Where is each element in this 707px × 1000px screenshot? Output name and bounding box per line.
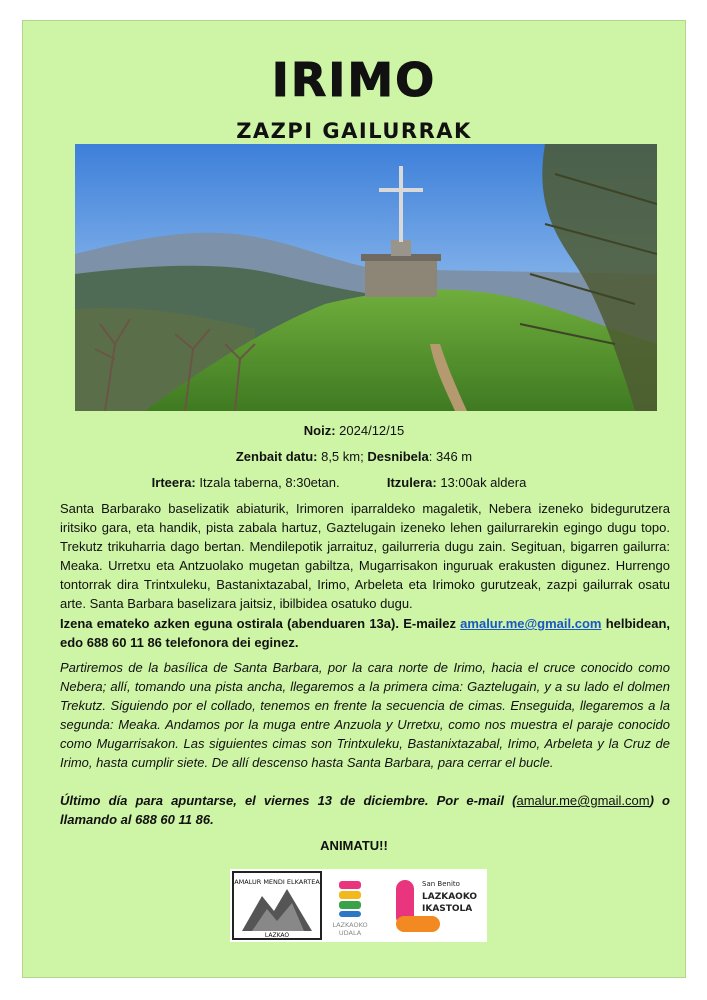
mountain-photo: [75, 144, 657, 411]
date-line: [23, 423, 685, 438]
schedule-line: [0, 475, 685, 490]
basque-email-link[interactable]: amalur.me@gmail.com: [460, 616, 602, 631]
when-label: Noiz:: [303, 423, 336, 438]
return-label: Itzulera:: [386, 475, 437, 490]
spanish-email[interactable]: amalur.me@gmail.com: [516, 793, 650, 808]
data-value: 8,5 km;: [321, 449, 364, 464]
basque-signup-before: Izena emateko azken eguna ostirala (abenduaren 13a). E-mailez: [60, 616, 461, 631]
depart-value: Itzala taberna, 8:30etan.: [199, 475, 340, 490]
poster: [22, 20, 686, 978]
elevation-label: Desnibela: [367, 449, 429, 464]
page-title: IRIMO: [271, 53, 437, 107]
club-logo: [232, 871, 322, 940]
udala-line1: LAZKAOKO: [332, 921, 368, 929]
depart-label: Irteera:: [151, 475, 196, 490]
club-name: AMALUR MENDI ELKARTEA: [234, 878, 320, 886]
ikastola-logo: [390, 872, 485, 939]
spanish-signup-after: ) o llamando al 688 60 11 86.: [60, 793, 670, 827]
data-line: [23, 449, 685, 464]
club-place: LAZKAO: [264, 932, 290, 939]
udala-logo: [329, 877, 369, 937]
return-value: 13:00ak aldera: [440, 475, 527, 490]
ikastola-line1: San Benito: [422, 880, 460, 888]
spanish-description: Partiremos de la basílica de Santa Barbara, por la cara norte de Irimo, hacia el cruce conocido como Nebera; allí, tomando una pista ancha, llegaremos a la primera cima: Gaztelugain, y a su lado el dolmen Trekutz. Siguiendo por el collado, tenemos en frente la secuencia de cimas. Enseguida, llegaremos a la segunda: Meaka. Andamos por la muga entre Anzuola y Urretxu, como nos muestra el paraje conocido como Mugarrisakon. Las siguientes cimas son Trintxuleku, Bastanixtazabal, Irimo, Arbeleta y la Cruz de Irimo, hasta cumplir siete. De allí descenso hasta Santa Barbara, para cerrar el bucle.: [60, 660, 670, 770]
page-subtitle: ZAZPI GAILURRAK: [236, 119, 472, 143]
basque-signup: [60, 614, 670, 652]
elevation-value: : 346 m: [428, 449, 473, 464]
udala-line2: UDALA: [338, 929, 362, 937]
sponsor-logos: [230, 869, 487, 942]
spanish-signup-before: Último día para apuntarse, el viernes 13 de diciembre. Por e-mail (: [60, 793, 517, 808]
data-label: Zenbait datu:: [235, 449, 318, 464]
when-value: 2024/12/15: [339, 423, 405, 438]
basque-signup-after: helbidean, edo 688 60 11 86 telefonora dei eginez.: [60, 616, 670, 650]
ikastola-line2: LAZKAOKO: [422, 892, 478, 902]
basque-description: Santa Barbarako baselizatik abiaturik, Irimoren iparraldeko magaletik, Nebera izeneko bidegurutzera iritsiko gara, eta handik, pista zabala hartuz, Gaztelugain izeneko lehen gailurrarekin egingo dugu topo. Trekutz trikuharria dago bertan. Mendilepotik jarraituz, gailurreria dugu zain. Segituan, bigarren gailurra: Meaka. Urretxu eta Antzuolako mugetan gabiltza, Mugarrisakon inguruak erakusten digunez. Hurrengo tontorrak dira Trintxuleku, Bastanixtazabal, Irimo, Arbeleta eta Irimoko gurutzeak, zazpi gailurrak osatu arte. Santa Barbara baselizara jaitsiz, ibilbidea osatuko dugu.: [60, 501, 670, 611]
closing-text: ANIMATU!!: [320, 838, 388, 853]
ikastola-line3: IKASTOLA: [422, 904, 473, 914]
spanish-signup: [60, 791, 670, 829]
